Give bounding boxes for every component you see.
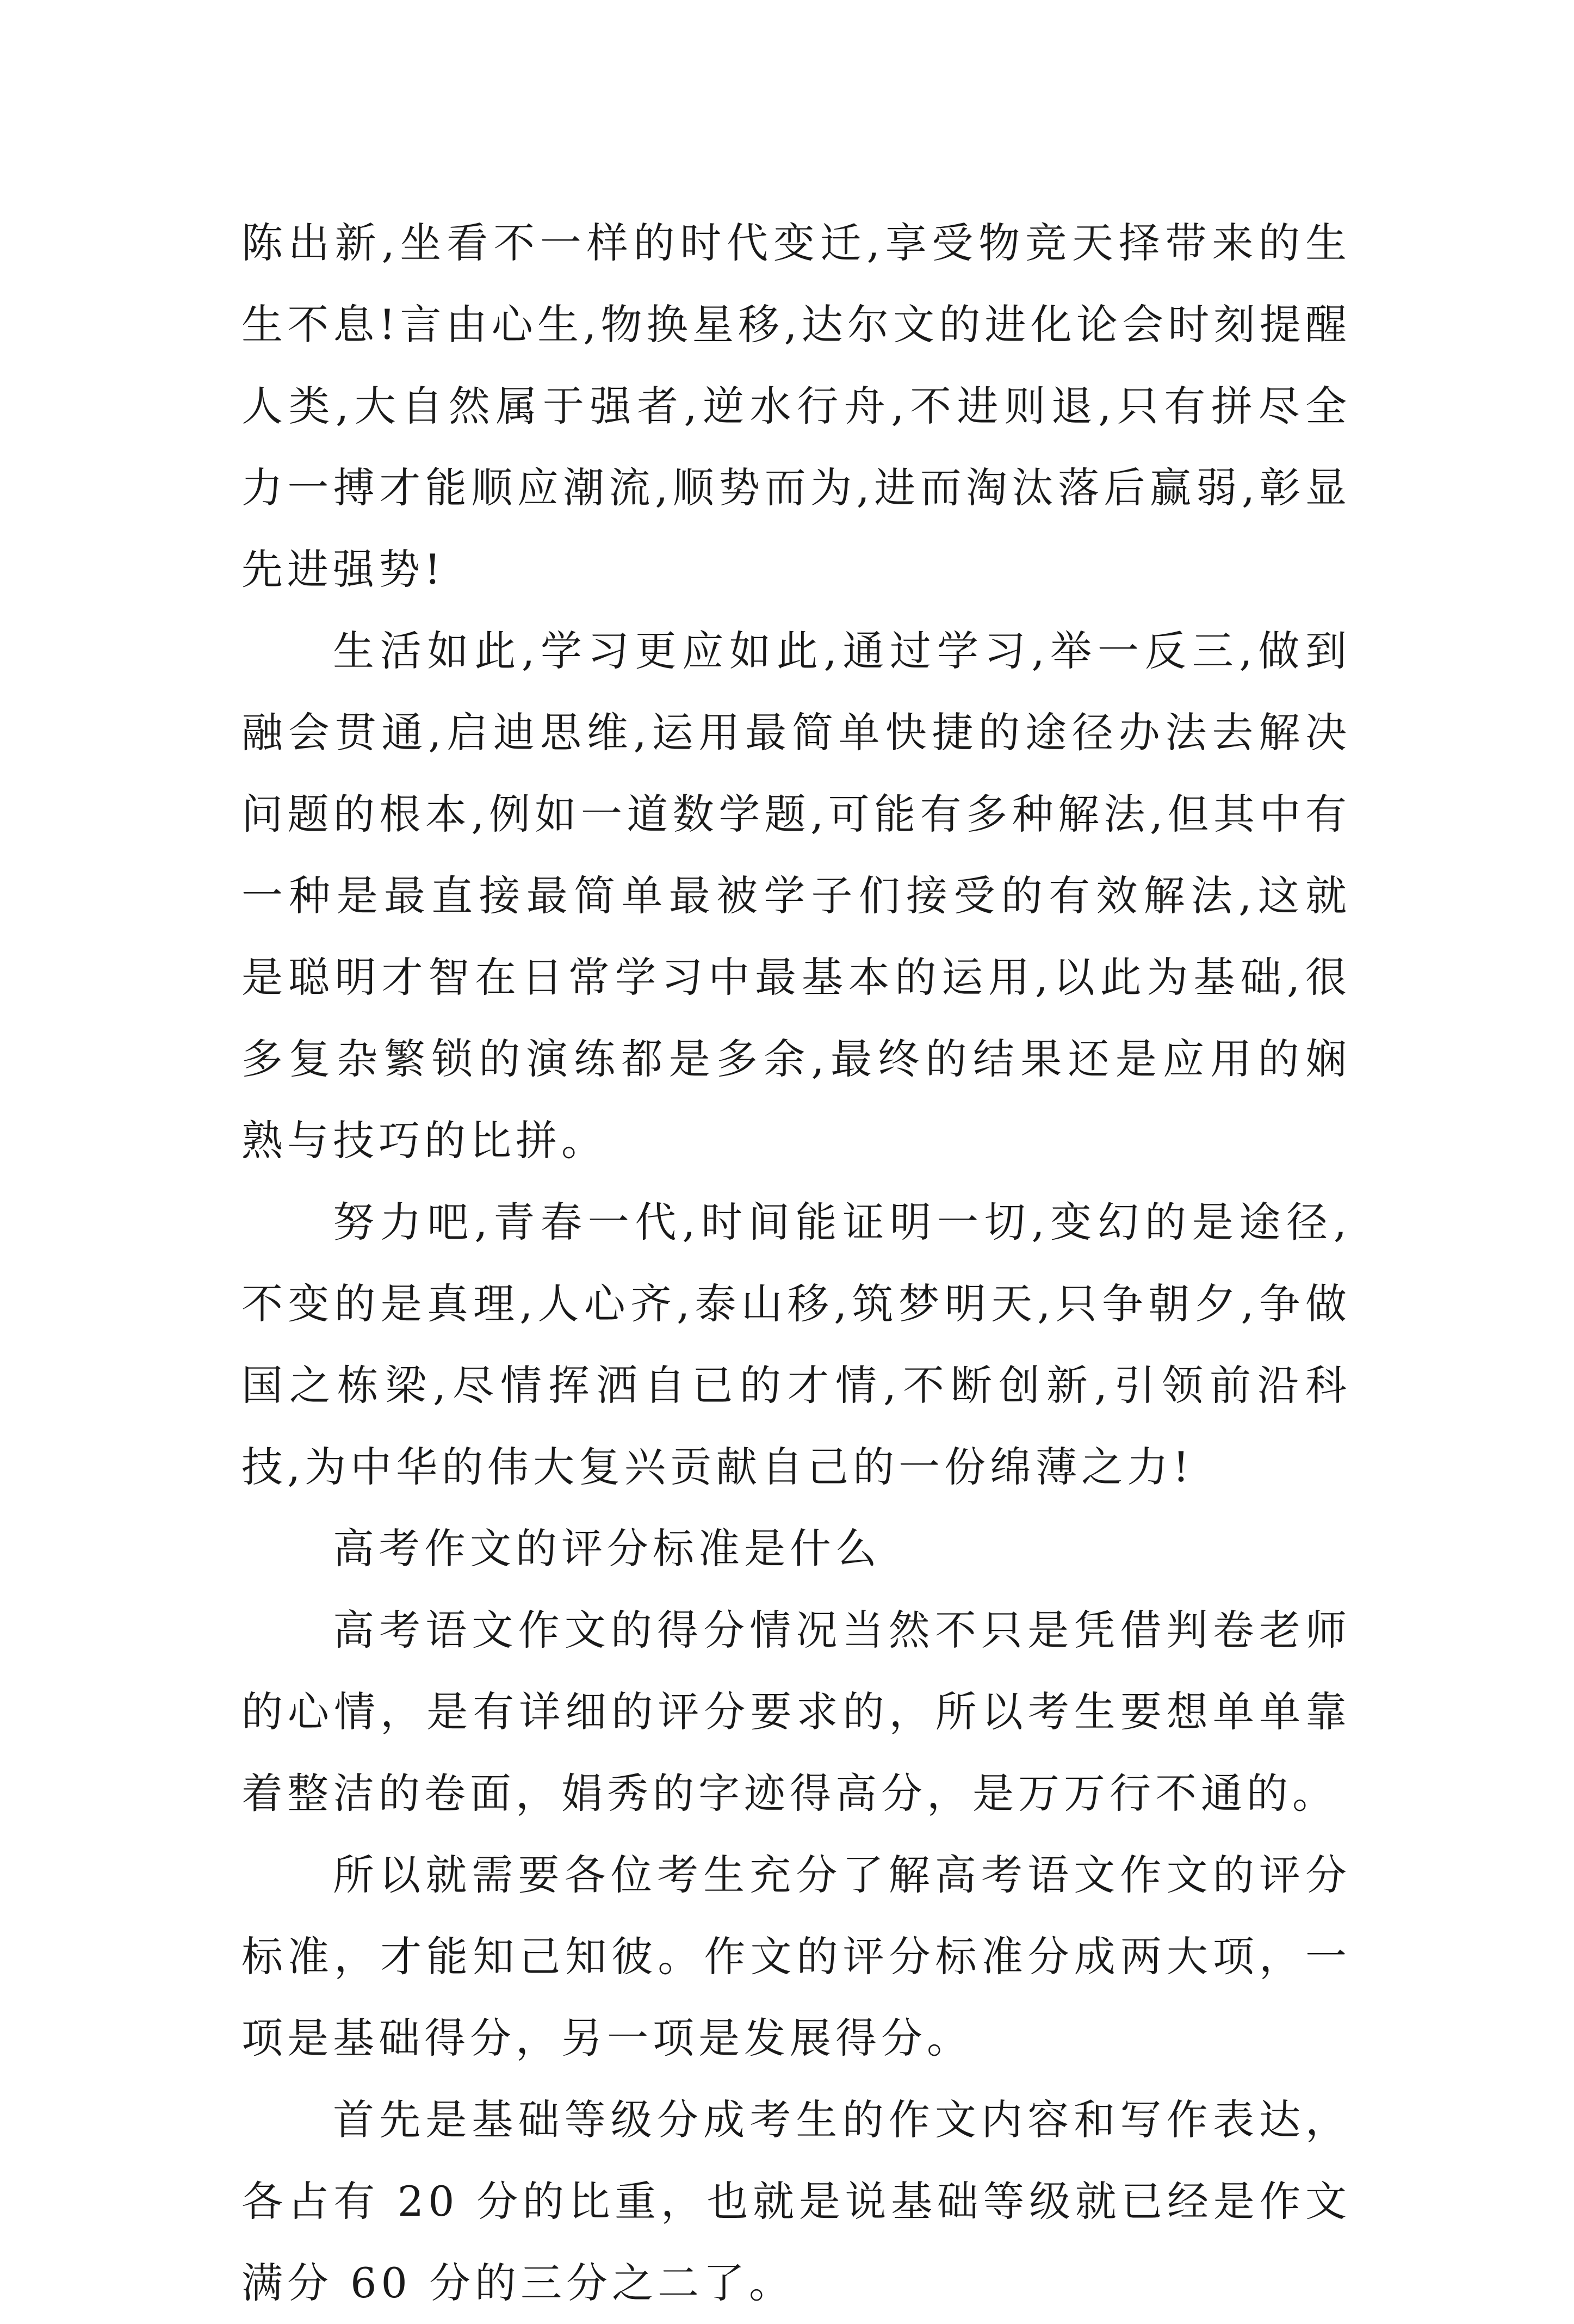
paragraph-scoring-intro: 高考语文作文的得分情况当然不只是凭借判卷老师的心情，是有详细的评分要求的，所以考生要想单单靠着整洁的卷面，娟秀的字迹得高分，是万万行不通的。 bbox=[241, 1606, 1351, 1818]
paragraph-basic-level: 首先是基础等级分成考生的作文内容和写作表达，各占有 20 分的比重，也就是说基础等级就已经是作文满分 60 分的三分之二了。 bbox=[241, 2096, 1351, 2307]
paragraph-youth: 努力吧,青春一代,时间能证明一切,变幻的是途径,不变的是真理,人心齐,泰山移,筑梦明天,只争朝夕,争做国之栋梁,尽情挥洒自已的才情,不断创新,引领前沿科技,为中华的伟大复兴贡献自己的一份绵薄之力! bbox=[241, 1198, 1351, 1491]
section-heading: 高考作文的评分标准是什么 bbox=[333, 1524, 881, 1573]
paragraph-scoring-standard: 所以就需要各位考生充分了解高考语文作文的评分标准，才能知己知彼。作文的评分标准分成两大项，一项是基础得分，另一项是发展得分。 bbox=[241, 1851, 1351, 2062]
paragraph-study: 生活如此,学习更应如此,通过学习,举一反三,做到融会贯通,启迪思维,运用最简单快捷的途径办法去解决问题的根本,例如一道数学题,可能有多种解法,但其中有一种是最直接最简单最被学子们接受的有效解法,这就是聪明才智在日常学习中最基本的运用,以此为基础,很多复杂繁锁的演练都是多余,最终的结果还是应用的娴熟与技巧的比拼。 bbox=[241, 627, 1351, 1165]
paragraph-continuation: 陈出新,坐看不一样的时代变迁,享受物竞天择带来的生生不息!言由心生,物换星移,达尔文的进化论会时刻提醒人类,大自然属于强者,逆水行舟,不进则退,只有拼尽全力一搏才能顺应潮流,顺势而为,进而淘汰落后赢弱,彰显先进强势! bbox=[241, 219, 1351, 594]
body-text bbox=[241, 202, 1351, 2324]
